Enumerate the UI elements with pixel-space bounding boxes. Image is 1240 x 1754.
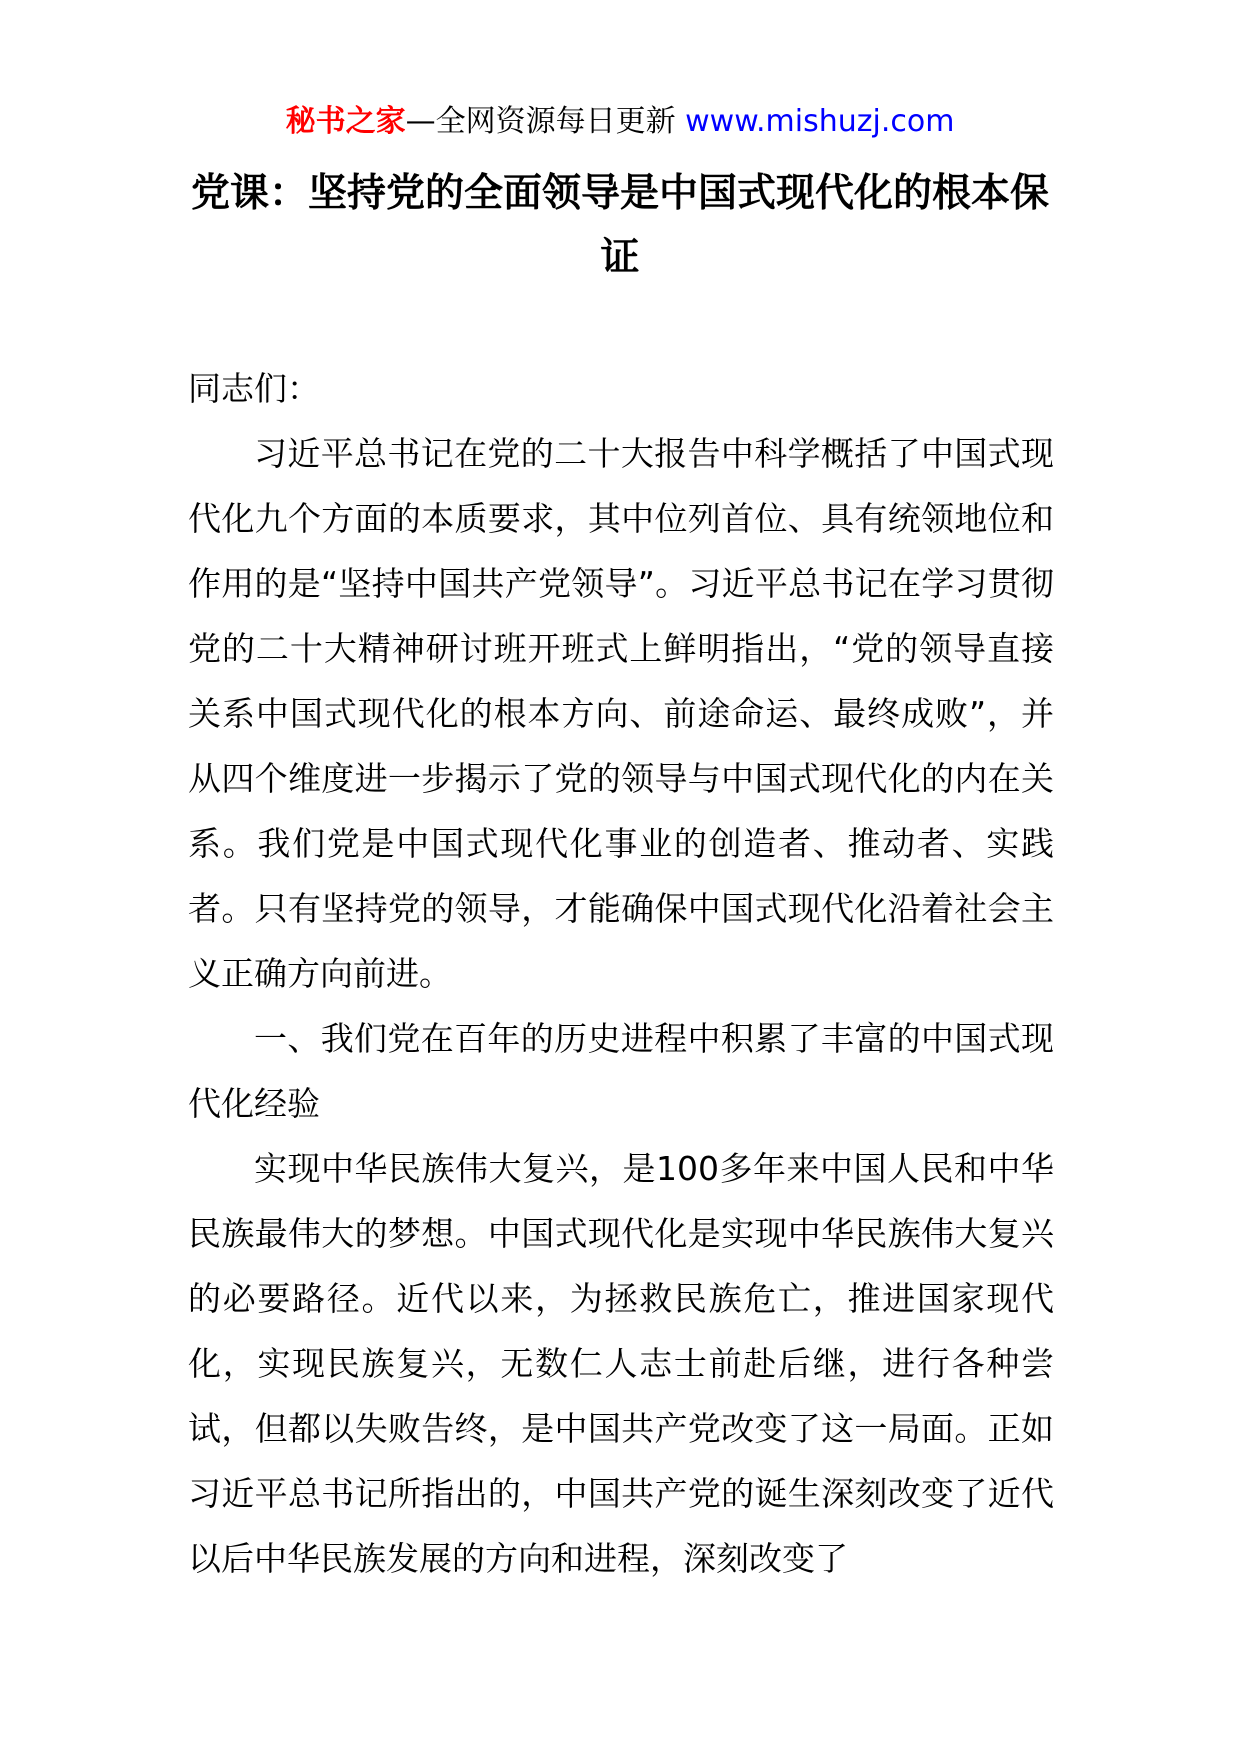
document-title: 党课：坚持党的全面领导是中国式现代化的根本保证 (190, 171, 1049, 280)
site-tagline: —全网资源每日更新 (405, 104, 686, 139)
site-brand: 秘书之家 (285, 104, 406, 139)
body-paragraph: 实现中华民族伟大复兴，是100多年来中国人民和中华民族最伟大的梦想。中国式现代化是实现中华民族伟大复兴的必要路径。近代以来，为拯救民族危亡，推进国家现代化，实现民族复兴，无数仁人志士前赴后继，进行各种尝试，但都以失败告终，是中国共产党改变了这一局面。正如习近平总书记所指出的，中国共产党的诞生深刻改变了近代以后中华民族发展的方向和进程，深刻改变了 (188, 1149, 1054, 1578)
site-url-link[interactable]: www.mishuzj.com (685, 104, 955, 139)
section-heading: 一、我们党在百年的历史进程中积累了丰富的中国式现代化经验 (188, 1019, 1054, 1123)
salutation: 同志们： (188, 369, 320, 408)
body-paragraph: 习近平总书记在党的二十大报告中科学概括了中国式现代化九个方面的本质要求，其中位列首位、具有统领地位和作用的是“坚持中国共产党领导”。习近平总书记在学习贯彻党的二十大精神研讨班开班式上鲜明指出，“党的领导直接关系中国式现代化的根本方向、前途命运、最终成败”，并从四个维度进一步揭示了党的领导与中国式现代化的内在关系。我们党是中国式现代化事业的创造者、推动者、实践者。只有坚持党的领导，才能确保中国式现代化沿着社会主义正确方向前进。 (188, 434, 1054, 993)
site-header (0, 100, 1240, 144)
document-body (188, 356, 1054, 1591)
